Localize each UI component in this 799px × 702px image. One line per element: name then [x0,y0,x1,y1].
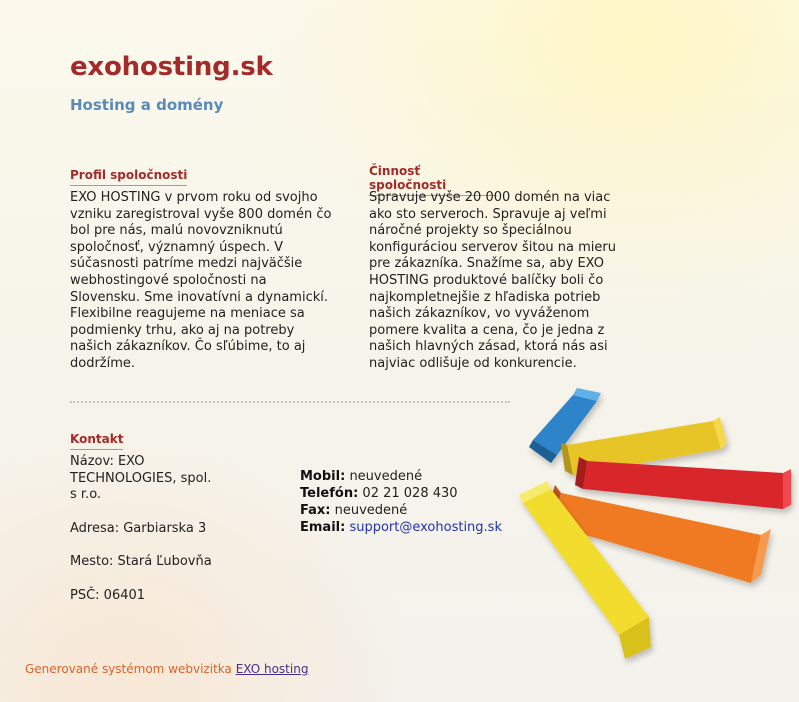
contact-mobil [300,468,502,485]
mobil-label: Mobil: [300,469,346,484]
profil-section [70,164,198,186]
profil-heading: Profil spoločnosti [70,168,187,186]
cinnost-text: Spravuje vyše 20 000 domén na viac ako sto serveroch. Spravuje aj veľmi náročné projekty so špeciálnou konfiguráciou serverov šitou na mieru pre zákazníka. Snažíme sa, aby EXO HOSTING produktové balíčky boli čo najkompletnejšie z hľadiska potrieb našich zákazníkov, vo vyváženom pomere kvalita a cena, čo je jedna z našich hlavných zásad, ktorá nás asi najviac odlišuje od konkurencie. [369,190,616,371]
profil-text: EXO HOSTING v prvom roku od svojho vzniku zaregistroval vyše 800 domén čo bol pre nás, malú novovzniknutú spoločnosť, významný úspech. V súčasnosti patríme medzi najväčšie webhostingové spoločnosti na Slovensku. Sme inovatívni a dynamickí. Flexibilne reagujeme na meniace sa podmienky trhu, ako aj na potreby našich zákazníkov. Čo sľúbime, to aj dodržíme. [70,190,332,371]
fax-label: Fax: [300,503,331,518]
mobil-value: neuvedené [349,469,423,484]
telefon-value: 02 21 028 430 [362,486,458,501]
cinnost-heading: Činnosť spoločnosti [369,164,497,196]
contact-adresa: Adresa: Garbiarska 3 [70,520,207,536]
email-link[interactable]: support@exohosting.sk [349,520,502,535]
contact-email [300,519,502,536]
contact-phone-block [300,468,502,536]
contact-address-block [70,454,220,622]
dotted-divider [70,401,510,403]
contact-mesto: Mesto: Stará Ľubovňa [70,554,212,570]
kontakt-heading: Kontakt [70,432,123,450]
red-chalk-shape [575,457,791,509]
kontakt-section [70,428,198,450]
chalk-sticks-image [515,385,799,685]
site-title: exohosting.sk [70,52,273,82]
contact-telefon [300,485,502,502]
contact-fax [300,502,502,519]
telefon-label: Telefón: [300,486,359,501]
email-label: Email: [300,520,346,535]
contact-nazov: Názov: EXO TECHNOLOGIES, spol. s r.o. [70,454,212,503]
fax-value: neuvedené [334,503,408,518]
footer-link[interactable]: EXO hosting [235,662,309,676]
footer [25,662,308,676]
site-subtitle: Hosting a domény [70,96,224,114]
contact-psc: PSČ: 06401 [70,587,146,603]
footer-text: Generované systémom webvizitka [25,662,232,676]
